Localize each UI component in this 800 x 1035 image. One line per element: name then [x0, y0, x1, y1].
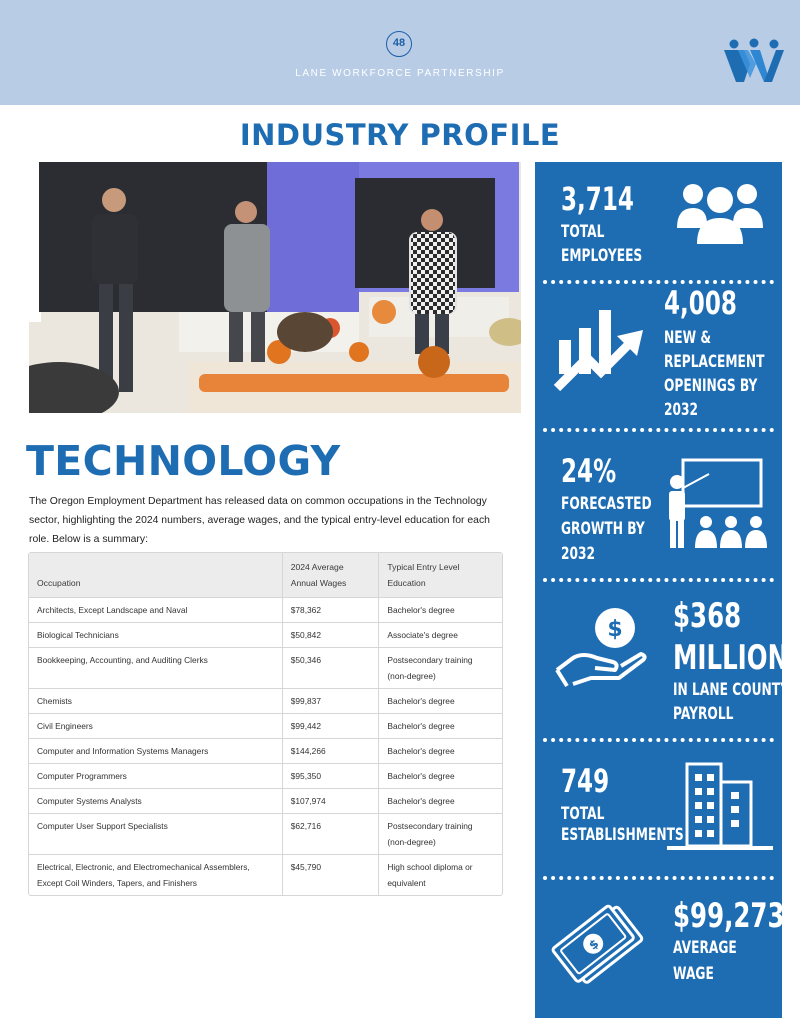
- cell-wage: $99,442: [283, 713, 380, 738]
- growth-chart-icon: [553, 308, 647, 400]
- cell-education: Bachelor's degree: [379, 763, 502, 788]
- establishments-value: 749: [561, 762, 610, 800]
- cell-education: Bachelor's degree: [379, 788, 502, 813]
- employees-label-2: EMPLOYEES: [561, 246, 643, 266]
- classroom-icon: [663, 458, 773, 550]
- openings-label-1: NEW &: [664, 328, 712, 348]
- cell-occupation: Biological Technicians: [29, 622, 283, 647]
- wage-value: $99,273: [673, 896, 785, 936]
- page-number: 48: [386, 31, 412, 57]
- growth-label-2: GROWTH BY: [561, 519, 645, 539]
- cell-education: Associate's degree: [379, 622, 502, 647]
- table-row: [29, 713, 502, 738]
- cell-education: Bachelor's degree: [379, 688, 502, 713]
- payroll-label-2: PAYROLL: [673, 704, 734, 724]
- cell-wage: $50,842: [283, 622, 380, 647]
- wage-label-2: WAGE: [673, 964, 714, 984]
- cell-education: Bachelor's degree: [379, 713, 502, 738]
- table-row: [29, 738, 502, 763]
- cell-occupation: Computer Programmers: [29, 763, 283, 788]
- cell-occupation: Computer User Support Specialists: [29, 813, 283, 854]
- table-row: [29, 597, 502, 622]
- growth-label-1: FORECASTED: [561, 494, 652, 514]
- header-wages: 2024 Average Annual Wages: [283, 553, 380, 597]
- money-bills-icon: [551, 894, 651, 994]
- stats-divider: [543, 428, 774, 432]
- organization-name: LANE WORKFORCE PARTNERSHIP: [295, 68, 505, 79]
- employees-label-1: TOTAL: [561, 222, 605, 242]
- cell-wage: $62,716: [283, 813, 380, 854]
- buildings-icon: [665, 760, 775, 852]
- header-occupation: Occupation: [29, 553, 283, 597]
- occupations-table: [28, 552, 503, 896]
- stats-divider: [543, 876, 774, 880]
- cell-wage: $50,346: [283, 647, 380, 688]
- stats-divider: [543, 738, 774, 742]
- table-row: [29, 763, 502, 788]
- stats-panel: [535, 162, 789, 1018]
- table-row: [29, 854, 502, 895]
- cell-occupation: Computer and Information Systems Managers: [29, 738, 283, 763]
- hand-coin-icon: [553, 604, 649, 690]
- cell-wage: $107,974: [283, 788, 380, 813]
- stats-divider: [543, 280, 774, 284]
- cell-wage: $95,350: [283, 763, 380, 788]
- team-meeting-photo: [29, 162, 521, 413]
- page-header: [0, 0, 800, 105]
- cell-wage: $144,266: [283, 738, 380, 763]
- cell-occupation: Bookkeeping, Accounting, and Auditing Clerks: [29, 647, 283, 688]
- wage-label-1: AVERAGE: [673, 938, 737, 958]
- openings-label-3: OPENINGS BY: [664, 376, 758, 396]
- table-row: [29, 647, 502, 688]
- payroll-label-1: IN LANE COUNTY: [673, 680, 789, 700]
- section-title: TECHNOLOGY: [26, 437, 341, 485]
- header-education: Typical Entry Level Education: [379, 553, 502, 597]
- cell-wage: $45,790: [283, 854, 380, 895]
- growth-value: 24%: [561, 452, 617, 490]
- people-group-icon: [673, 178, 767, 246]
- payroll-value-unit: MILLION: [673, 638, 789, 678]
- cell-occupation: Chemists: [29, 688, 283, 713]
- intro-paragraph: The Oregon Employment Department has released data on common occupations in the Technology sector, highlighting the 2024 numbers, average wages, and the typical entry-level education for each role. Below is a summary:: [29, 496, 490, 545]
- svg-text:$: $: [607, 617, 623, 642]
- cell-wage: $99,837: [283, 688, 380, 713]
- svg-text:$: $: [586, 936, 602, 953]
- cell-education: Bachelor's degree: [379, 597, 502, 622]
- openings-label-2: REPLACEMENT: [664, 352, 765, 372]
- table-row: [29, 813, 502, 854]
- cell-education: High school diploma or equivalent: [379, 854, 502, 895]
- table-row: [29, 788, 502, 813]
- establishments-label-1: TOTAL: [561, 804, 605, 824]
- employees-value: 3,714: [561, 180, 634, 218]
- cell-occupation: Computer Systems Analysts: [29, 788, 283, 813]
- organization-logo-icon: [720, 38, 788, 86]
- establishments-label-2: ESTABLISHMENTS: [561, 825, 684, 845]
- payroll-value: $368: [673, 596, 742, 636]
- growth-label-3: 2032: [561, 544, 596, 564]
- openings-label-4: 2032: [664, 400, 699, 420]
- cell-education: Postsecondary training (non-degree): [379, 813, 502, 854]
- cell-wage: $78,362: [283, 597, 380, 622]
- cell-occupation: Civil Engineers: [29, 713, 283, 738]
- cell-education: Bachelor's degree: [379, 738, 502, 763]
- cell-occupation: Architects, Except Landscape and Naval: [29, 597, 283, 622]
- openings-value: 4,008: [664, 284, 737, 322]
- cell-education: Postsecondary training (non-degree): [379, 647, 502, 688]
- table-row: [29, 688, 502, 713]
- page-title: INDUSTRY PROFILE: [239, 118, 561, 152]
- table-header-row: [29, 553, 502, 597]
- table-row: [29, 622, 502, 647]
- cell-occupation: Electrical, Electronic, and Electromechanical Assemblers, Except Coil Winders, Tapers, and Finishers: [29, 854, 283, 895]
- stats-divider: [543, 578, 774, 582]
